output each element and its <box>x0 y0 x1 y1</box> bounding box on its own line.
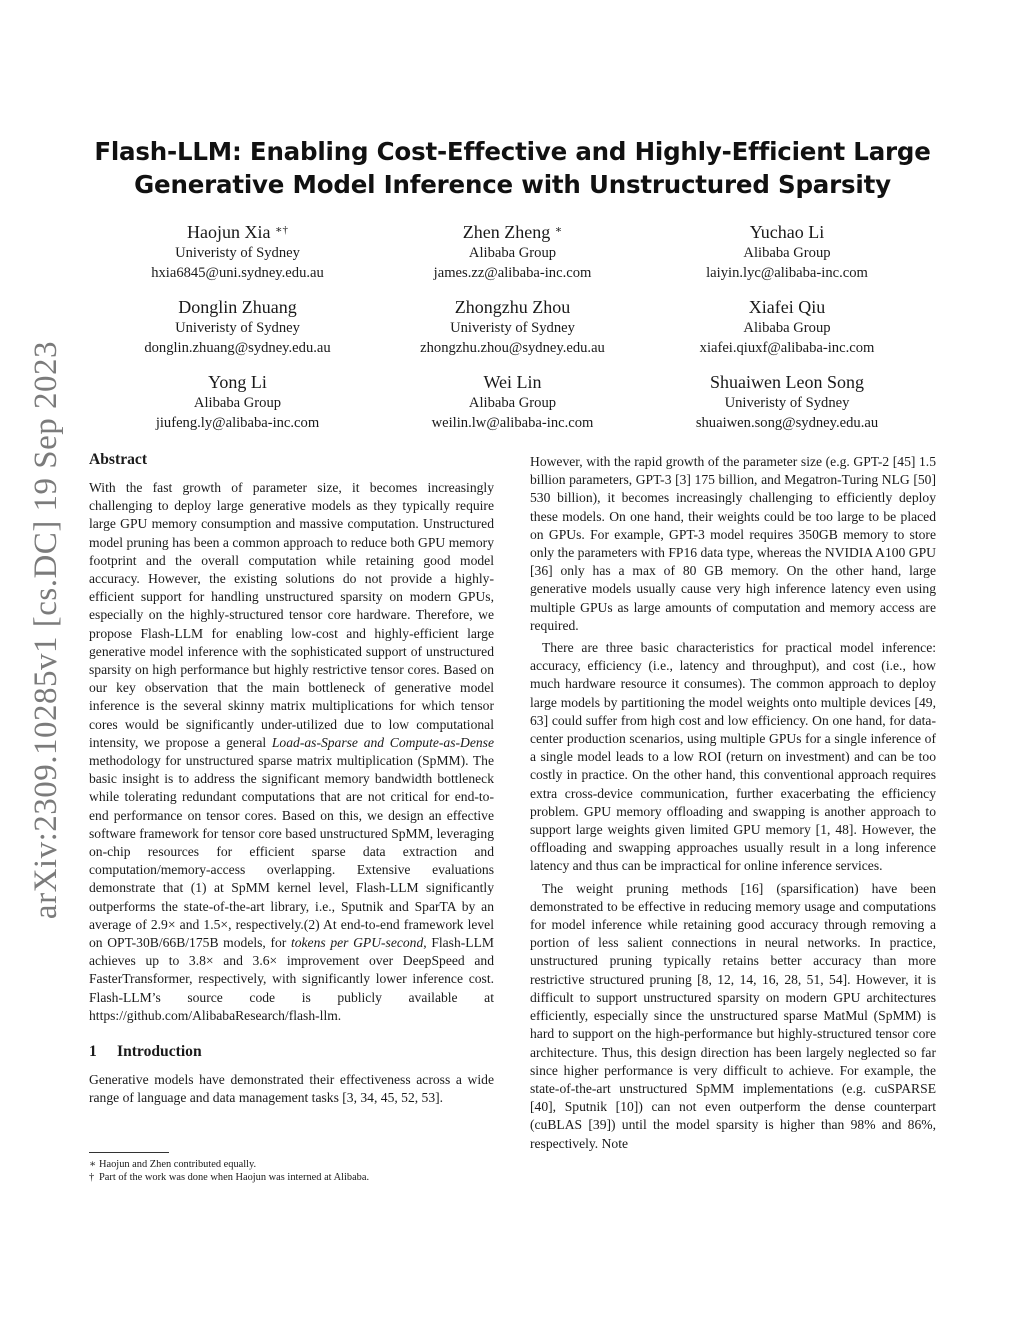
footnote-mark: † <box>89 1172 95 1183</box>
author-affiliation: Alibaba Group <box>468 245 557 261</box>
author-affiliation: Alibaba Group <box>468 395 557 411</box>
author-email: xiafei.qiuxf@alibaba-inc.com <box>699 339 875 356</box>
author-name: Yong Li <box>208 372 267 392</box>
author-affiliation: Univeristy of Sydney <box>175 320 300 336</box>
footnote <box>89 1171 494 1184</box>
body-paragraph: The weight pruning methods [16] (sparsification) have been demonstrated to be effective in reducing memory usage and computations for model inference while retaining good accuracy through removing a portion of less salient connections in neural networks. In practice, unstructured pruning typically retains better accuracy than more restrictive structured pruning [8, 12, 14, 16, 28, 51, 54]. However, it is difficult to support unstructured sparsity on modern GPU architectures efficiently, especially since the unstructured sparse MatMul (SpMM) is hard to support on the high-performance but highly-structured tensor core architecture. Thus, this design direction has been largely neglected so far since higher performance is very difficult to achieve. For example, the state-of-the-art unstructured SpMM implementations (e.g. cuSPARSE [40], Sputnik [10]) can not even outperform the dense counterpart (cuBLAS [39]) until the model sparsity is higher than 98% and 86%, respectively. Note <box>530 880 936 1151</box>
introduction-heading <box>89 1042 494 1062</box>
author-entry <box>650 220 924 283</box>
author-affiliation: Univeristy of Sydney <box>450 320 575 336</box>
footnotes <box>89 1152 494 1184</box>
introduction-paragraph: Generative models have demonstrated their effectiveness across a wide range of language and data management tasks [3, 34, 45, 52, 53]. <box>89 1072 494 1106</box>
author-mark: ∗† <box>275 224 288 236</box>
author-affiliation: Alibaba Group <box>743 245 831 261</box>
author-entry <box>375 220 650 283</box>
author-entry <box>650 295 924 358</box>
author-entry <box>375 295 650 358</box>
paper-title: Flash-LLM: Enabling Cost-Effective and Highly-Efficient Large Generative Model Inference with Unstructured Sparsity <box>94 137 931 199</box>
author-name: Shuaiwen Leon Song <box>710 372 864 392</box>
author-name: Zhen Zheng <box>462 222 551 242</box>
body-paragraph: However, with the rapid growth of the parameter size (e.g. GPT-2 [45] 1.5 billion parameters, GPT-3 [3] 175 billion, and Megatron-Turing NLG [50] 530 billion), it becomes increasingly challenging to efficiently deploy these models. On one hand, their weights could be too large to be placed on GPUs. For example, GPT-3 model requires 350GB memory to store only the parameters with FP16 data type, whereas the NVIDIA A100 GPU [36] only has a max of 80 GB memory. On the other hand, large generative models usually cause very high inference latency even using multiple GPUs as large amounts of computation and memory access are required. <box>530 454 936 633</box>
body-paragraph: There are three basic characteristics for practical model inference: accuracy, efficiency (i.e., latency and throughput), and cost (i.e., how much hardware resource it consumes). The common approach to deploy large models by partitioning the model weights onto multiple devices [49, 63] could suffer from high cost and low efficiency. On one hand, for data-center production scenarios, using multiple GPUs for a single inference of a single model leads to a low ROI (return on investment) and can be too costly in practice. On the other hand, this conventional approach requires extra cross-device communication, further exacerbating the efficiency problem. GPU memory offloading and swapping is another approach to support large weights given limited GPU memory [1, 48]. However, the offloading and swapping approaches usually result in a long inference latency and thus can be impractical for online inference services. <box>530 640 936 874</box>
author-email: zhongzhu.zhou@sydney.edu.au <box>420 339 605 356</box>
author-email: shuaiwen.song@sydney.edu.au <box>695 414 879 431</box>
footnote-text: Part of the work was done when Haojun was interned at Alibaba. <box>99 1172 370 1183</box>
section-title: Introduction <box>117 1043 202 1061</box>
footnote-mark: ∗ <box>89 1159 97 1170</box>
author-name: Yuchao Li <box>749 222 825 242</box>
author-mark: ∗ <box>554 224 563 236</box>
abstract-text-part: With the fast growth of parameter size, it becomes increasingly challenging to deploy large generative models as they typically require large GPU memory consumption and massive computation. Unstructured model pruning has been a common approach to reduce both GPU memory footprint and the overall computation while retaining good model accuracy. However, the existing solutions do not provide a highly-efficient support for handling unstructured sparsity on modern GPUs, especially on the highly-structured tensor core hardware. Therefore, we propose Flash-LLM for enabling low-cost and highly-efficient large generative model inference with the sophisticated support of unstructured sparsity on high performance but highly restrictive tensor cores. Based on our key observation that the main bottleneck of generative model inference is the several skinny matrix multiplications for which tensor cores would be significantly under-utilized due to low computational intensity, we propose a general <box>89 480 494 750</box>
author-name: Zhongzhu Zhou <box>454 297 571 317</box>
author-email: hxia6845@uni.sydney.edu.au <box>151 264 324 281</box>
section-number: 1 <box>89 1043 97 1061</box>
author-name: Donglin Zhuang <box>178 297 297 317</box>
author-entry <box>100 220 375 283</box>
author-entry <box>100 295 375 358</box>
abstract-text <box>89 479 494 1025</box>
footnote-divider <box>89 1152 169 1153</box>
author-email: jiufeng.ly@alibaba-inc.com <box>155 414 320 431</box>
right-column <box>530 453 936 1153</box>
author-entry <box>650 370 924 433</box>
abstract-emphasis: tokens per GPU-second <box>290 935 424 951</box>
abstract-emphasis: Load-as-Sparse and Compute-as-Dense <box>271 734 494 750</box>
author-block <box>100 220 924 433</box>
author-name: Wei Lin <box>483 372 542 392</box>
author-entry <box>375 370 650 433</box>
author-email: weilin.lw@alibaba-inc.com <box>431 414 594 431</box>
author-affiliation: Alibaba Group <box>743 320 831 336</box>
footnote-text: Haojun and Zhen contributed equally. <box>99 1159 257 1170</box>
footnote <box>89 1158 494 1171</box>
abstract-heading: Abstract <box>89 451 148 468</box>
author-affiliation: Univeristy of Sydney <box>175 245 300 261</box>
author-entry <box>100 370 375 433</box>
author-email: laiyin.lyc@alibaba-inc.com <box>706 264 868 281</box>
abstract-text-part: methodology for unstructured sparse matrix multiplication (SpMM). The basic insight is to address the significant memory bandwidth bottleneck while tolerating redundant computations that are not critical for end-to-end performance on tensor cores. Based on this, we design an effective software framework for tensor core based unstructured SpMM, leveraging on-chip resources for efficient sparse data extraction and computation/memory-access overlapping. Extensive evaluations demonstrate that (1) at SpMM kernel level, Flash-LLM significantly outperforms the state-of-the-art library, i.e., Sputnik and SparTA by an average of 2.9× and 1.5×, respectively.(2) At end-to-end framework level on OPT-30B/66B/175B models, for <box>89 753 494 951</box>
abstract-text-part: , Flash-LLM achieves up to 3.8× and 3.6× improvement over DeepSpeed and FasterTransformer, respectively, with significantly lower inference cost. Flash-LLM’s source code is publicly available at https://github.com/AlibabaResearch/flash-llm. <box>89 935 494 1023</box>
author-name: Xiafei Qiu <box>748 297 826 317</box>
author-email: donglin.zhuang@sydney.edu.au <box>144 339 331 356</box>
author-name: Haojun Xia <box>187 222 271 242</box>
arxiv-side-stamp: arXiv:2309.10285v1 [cs.DC] 19 Sep 2023 <box>27 340 64 920</box>
author-affiliation: Univeristy of Sydney <box>724 395 850 411</box>
author-email: james.zz@alibaba-inc.com <box>433 264 592 281</box>
author-affiliation: Alibaba Group <box>193 395 282 411</box>
left-column <box>89 450 494 1108</box>
